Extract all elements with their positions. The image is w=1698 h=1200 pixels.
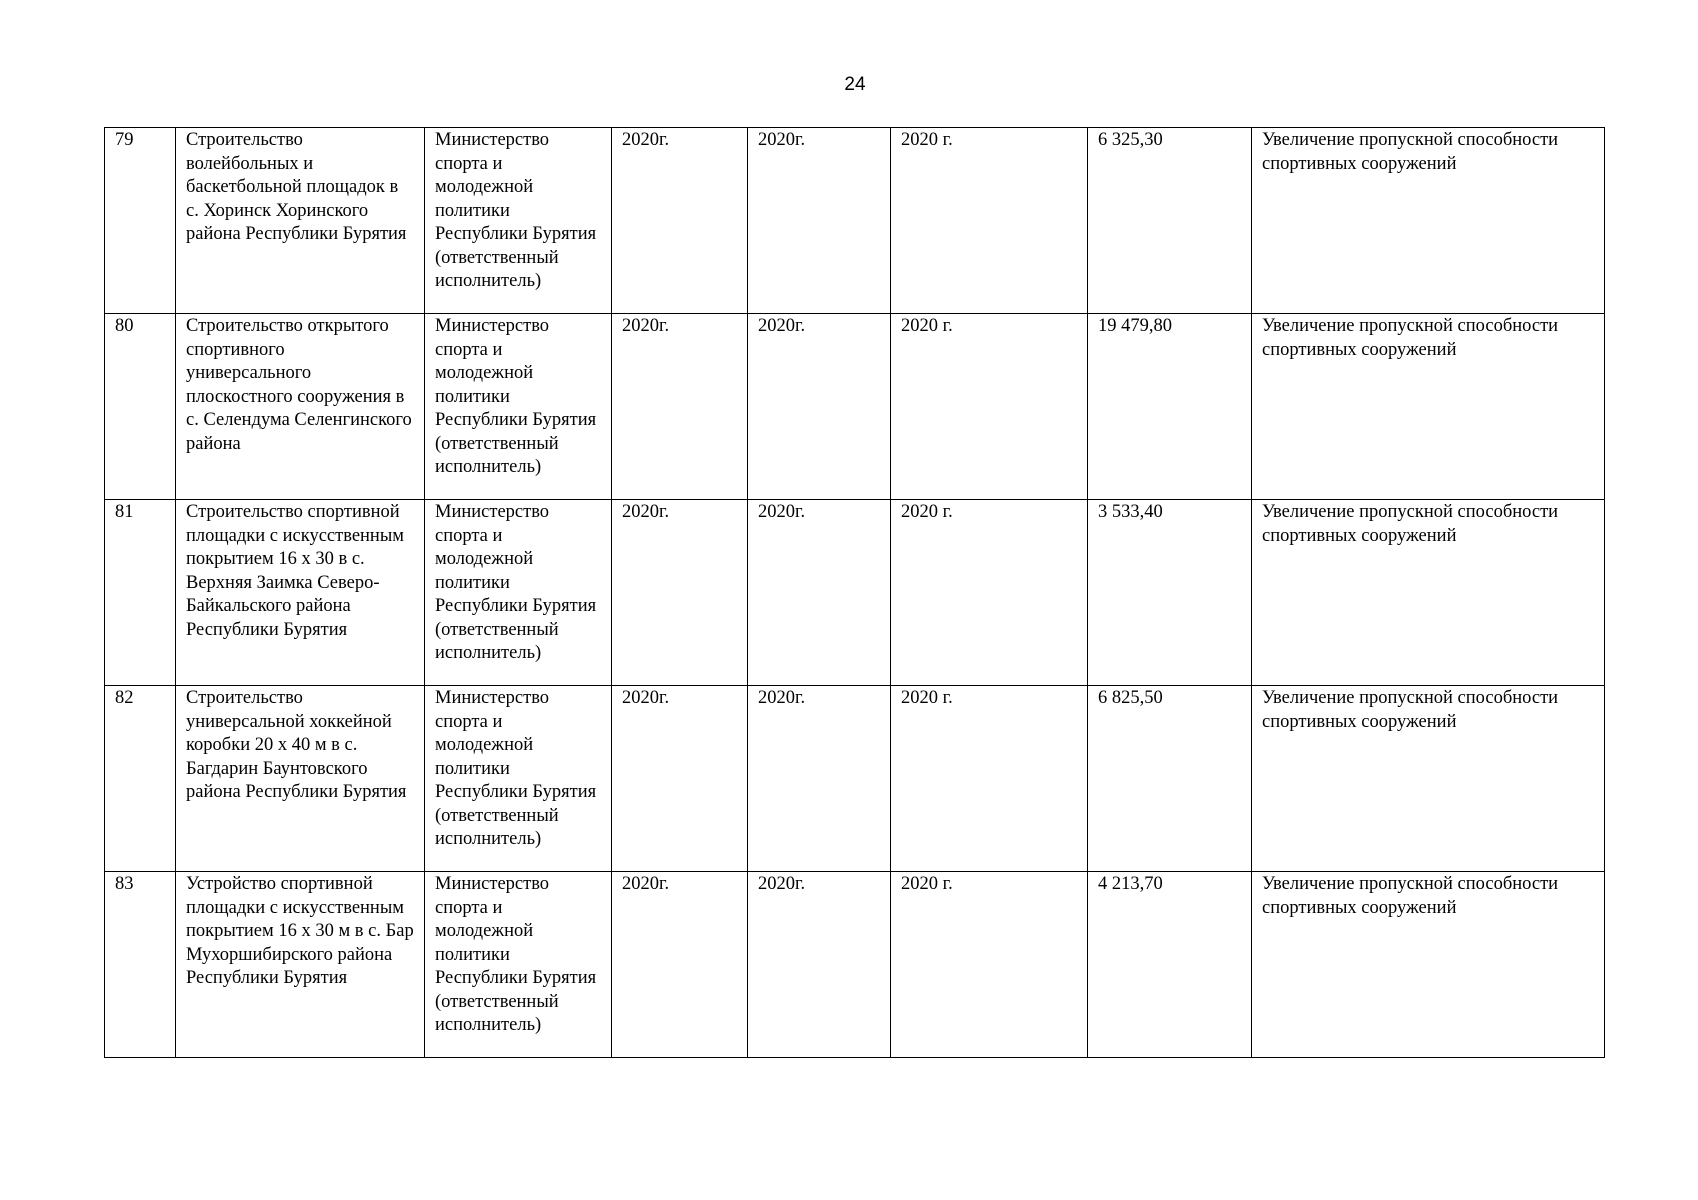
table-row <box>105 500 1605 686</box>
finance-year: 2020 г. <box>891 314 1088 500</box>
table-row <box>105 686 1605 872</box>
start-date: 2020г. <box>612 686 748 872</box>
measure-name: Строительство волейбольных и баскетбольной площадок в с. Хоринск Хоринского района Республики Бурятия <box>176 128 425 314</box>
expected-result: Увеличение пропускной способности спортивных сооружений <box>1252 872 1605 1058</box>
row-number: 80 <box>105 314 176 500</box>
executor: Министерство спорта и молодежной политики Республики Бурятия (ответственный исполнитель) <box>425 500 612 686</box>
start-date: 2020г. <box>612 500 748 686</box>
row-number: 79 <box>105 128 176 314</box>
measure-name: Устройство спортивной площадки с искусственным покрытием 16 х 30 м в с. Бар Мухоршибирского района Республики Бурятия <box>176 872 425 1058</box>
measures-table <box>104 127 1605 1058</box>
finance-year: 2020 г. <box>891 872 1088 1058</box>
expected-result: Увеличение пропускной способности спортивных сооружений <box>1252 686 1605 872</box>
finance-year: 2020 г. <box>891 128 1088 314</box>
table-row <box>105 128 1605 314</box>
end-date: 2020г. <box>748 314 891 500</box>
executor: Министерство спорта и молодежной политики Республики Бурятия (ответственный исполнитель) <box>425 314 612 500</box>
expected-result: Увеличение пропускной способности спортивных сооружений <box>1252 314 1605 500</box>
row-number: 83 <box>105 872 176 1058</box>
end-date: 2020г. <box>748 872 891 1058</box>
page-number: 24 <box>844 74 866 95</box>
amount: 6 825,50 <box>1088 686 1252 872</box>
start-date: 2020г. <box>612 872 748 1058</box>
end-date: 2020г. <box>748 686 891 872</box>
measure-name: Строительство спортивной площадки с искусственным покрытием 16 х 30 в с. Верхняя Заимка Северо-Байкальского района Республики Бурятия <box>176 500 425 686</box>
end-date: 2020г. <box>748 128 891 314</box>
table-row <box>105 314 1605 500</box>
measure-name: Строительство открытого спортивного универсального плоскостного сооружения в с. Селендума Селенгинского района <box>176 314 425 500</box>
amount: 19 479,80 <box>1088 314 1252 500</box>
finance-year: 2020 г. <box>891 686 1088 872</box>
expected-result: Увеличение пропускной способности спортивных сооружений <box>1252 500 1605 686</box>
executor: Министерство спорта и молодежной политики Республики Бурятия (ответственный исполнитель) <box>425 872 612 1058</box>
row-number: 81 <box>105 500 176 686</box>
executor: Министерство спорта и молодежной политики Республики Бурятия (ответственный исполнитель) <box>425 686 612 872</box>
measure-name: Строительство универсальной хоккейной коробки 20 х 40 м в с. Багдарин Баунтовского района Республики Бурятия <box>176 686 425 872</box>
end-date: 2020г. <box>748 500 891 686</box>
expected-result: Увеличение пропускной способности спортивных сооружений <box>1252 128 1605 314</box>
row-number: 82 <box>105 686 176 872</box>
executor: Министерство спорта и молодежной политики Республики Бурятия (ответственный исполнитель) <box>425 128 612 314</box>
finance-year: 2020 г. <box>891 500 1088 686</box>
start-date: 2020г. <box>612 314 748 500</box>
start-date: 2020г. <box>612 128 748 314</box>
table-row <box>105 872 1605 1058</box>
amount: 4 213,70 <box>1088 872 1252 1058</box>
amount: 6 325,30 <box>1088 128 1252 314</box>
amount: 3 533,40 <box>1088 500 1252 686</box>
